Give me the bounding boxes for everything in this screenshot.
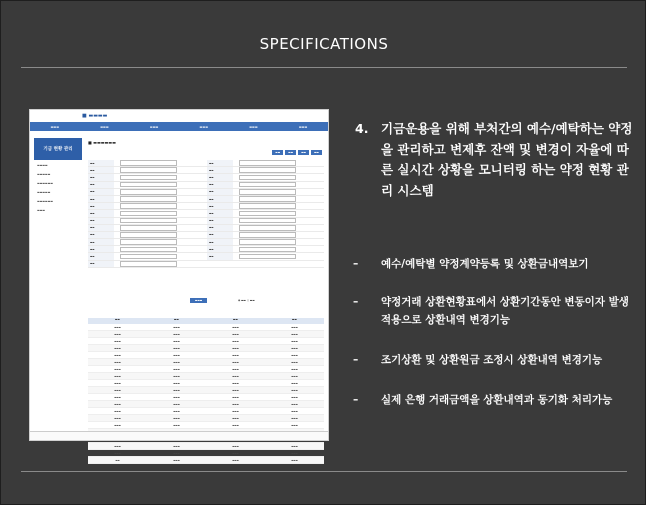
app-navbar: ▬▬▬ ▬▬▬ ▬▬▬ ▬▬▬ ▬▬▬ ▬▬▬ bbox=[30, 122, 328, 131]
app-sidebar-title: 기금 현황 관리 bbox=[34, 138, 82, 160]
bullet-item bbox=[353, 391, 612, 409]
bullet-item bbox=[353, 351, 602, 369]
app-button-row: ▬▬ ▬▬ ▬▬ ▬▬ bbox=[272, 150, 322, 155]
bullet-text: 예수/예탁별 약정계약등록 및 상환금내역보기 bbox=[381, 258, 589, 270]
app-logo-bar bbox=[30, 110, 328, 122]
feature-heading bbox=[353, 119, 633, 201]
app-logo: ■ ▬▬▬▬ bbox=[82, 113, 108, 119]
app-page-title: ■ ▬▬▬▬▬▬ bbox=[88, 139, 116, 145]
app-table: ▬▬ ▬▬ ▬▬ ▬▬ ▬▬▬ ▬▬▬ ▬▬▬ ▬▬▬ ▬▬▬ ▬▬▬ ▬▬▬ ▬▬▬ ▬▬▬ ▬▬▬ ▬▬▬ ▬▬▬ ▬▬▬ ▬▬▬ ▬▬▬ ▬▬▬ ▬▬▬ ▬▬▬ ▬▬▬ ▬▬▬ ▬▬▬ ▬▬▬ ▬▬▬ ▬▬▬ ▬▬▬ ▬▬▬ ▬▬▬ ▬▬▬ ▬▬▬ ▬▬▬ ▬▬▬ ▬▬▬ ▬▬▬ ▬▬▬ ▬▬▬ ▬▬▬ ▬▬▬ ▬▬▬ ▬▬▬ ▬▬▬ ▬▬▬ ▬▬▬ ▬▬▬ ▬▬▬ ▬▬▬ ▬▬▬ ▬▬▬ ▬▬▬ ▬▬▬ ▬▬▬ ▬▬▬ ▬▬▬ ▬▬▬ ▬▬▬ ▬▬▬ ▬▬▬ ▬▬▬ ▬▬▬ ▬▬▬ ▬▬▬ ▬▬▬ ▬▬▬ ▬▬▬ ▬▬▬ ▬▬▬ ▬▬▬ ▬▬▬ ▬▬▬ ▬▬ ▬▬▬ ▬▬▬ ▬▬▬ bbox=[88, 318, 324, 464]
app-footer bbox=[30, 431, 328, 440]
embedded-app-screenshot bbox=[29, 109, 329, 462]
app-radio-group: ◉ ▬▬ ○ ▬▬ bbox=[238, 299, 255, 302]
bullet-dash: – bbox=[353, 354, 359, 366]
bullet-dash: – bbox=[353, 296, 359, 308]
heading-text: 기금운용을 위해 부처간의 예수/예탁하는 약정을 관리하고 변제후 잔액 및 변경이 자율에 따른 실시간 상황을 모니터링 하는 약정 현황 관리 시스템 bbox=[381, 121, 633, 198]
bottom-divider bbox=[21, 471, 627, 472]
bullet-dash: – bbox=[353, 258, 359, 270]
description bbox=[353, 119, 633, 406]
bullet-text: 약정거래 상환현황표에서 상환기간동안 변동이자 발생적용으로 상환내역 변경기능 bbox=[381, 296, 629, 326]
bullet-item bbox=[353, 255, 589, 273]
app-form: ▬▬ ▬▬ ▬▬ ▬▬ ▬▬ ▬▬ ▬▬ ▬▬ ▬▬ ▬▬ ▬▬ ▬▬ ▬▬ ▬▬ ▬▬ ▬▬ ▬▬ ▬▬ ▬▬ ▬▬ ▬▬ ▬▬ ▬▬ ▬▬ ▬▬ ▬▬ ▬▬ ▬▬ ▬▬ bbox=[88, 160, 324, 268]
app-save-button: ▬▬▬ bbox=[190, 298, 207, 303]
heading-number: 4. bbox=[355, 121, 369, 136]
bullet-text: 실제 은행 거래금액을 상환내역과 동기화 처리가능 bbox=[381, 394, 613, 406]
bullet-text: 조기상환 및 상환원금 조정시 상환내역 변경기능 bbox=[381, 354, 603, 366]
slide-title: SPECIFICATIONS bbox=[259, 35, 389, 53]
bullet-item bbox=[353, 293, 633, 329]
top-divider bbox=[21, 67, 627, 68]
app-content bbox=[88, 138, 324, 462]
app-sidebar: 기금 현황 관리 ▬▬▬▬ ▬▬▬▬▬ ▬▬▬▬▬▬ ▬▬▬▬▬ ▬▬▬▬▬▬ ▬▬▬ bbox=[34, 138, 82, 214]
bullet-dash: – bbox=[353, 394, 359, 406]
